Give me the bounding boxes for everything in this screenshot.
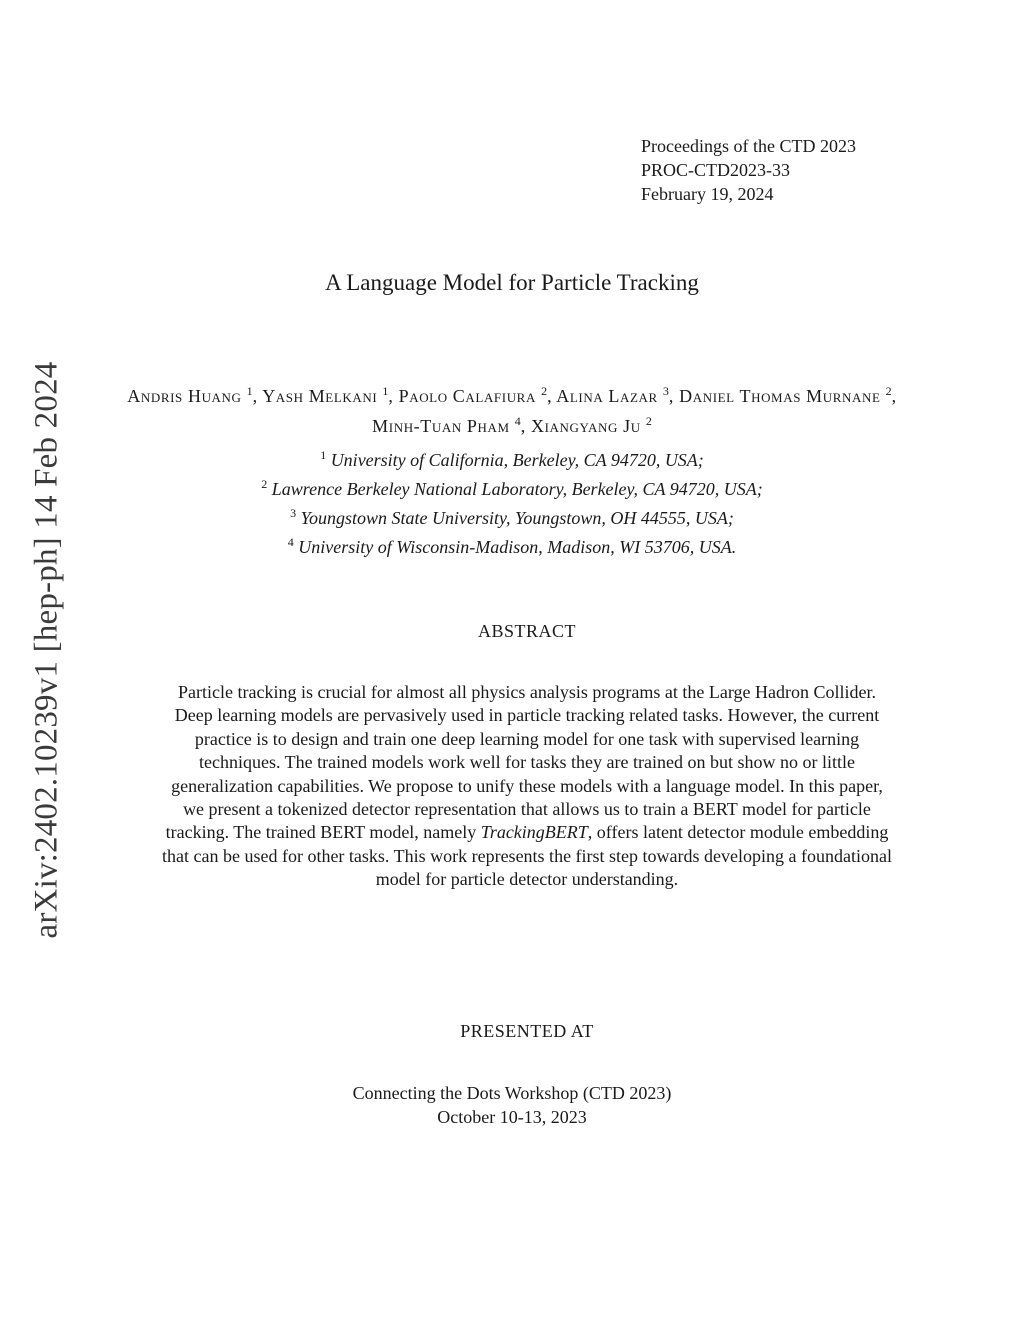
affiliation-number: 4 (287, 535, 294, 549)
paper-title: A Language Model for Particle Tracking (325, 270, 699, 295)
abstract-text (160, 681, 894, 892)
author-list: Andris Huang $^1$, Yash Melkani $^1$, Paolo Calafiura $^2$, Alina Lazar $^3$, Daniel Thomas Murnane $^2$, Minh-Tuan Pham $^4$, Xiangyang Ju $^2$ (127, 384, 897, 436)
affiliation-text: Youngstown State University, Youngstown, OH 44555, USA; (300, 508, 734, 528)
event-name: Connecting the Dots Workshop (CTD 2023) (352, 1083, 672, 1103)
author-affiliation-mark: 1 (246, 384, 253, 398)
affiliation (0, 501, 1024, 530)
affiliation-number: 3 (290, 506, 297, 520)
abstract-text-part: Particle tracking is crucial for almost all physics analysis programs at the Large Hadron Collider. Deep learning models are pervasively used in particle tracking related tasks. However, the current practice is to design and train one deep learning model for one task with supervised learning techniques. The trained models work well for tasks they are trained on but show no or little generalization capabilities. We propose to unify these models with a language model. In this paper, we present a tokenized detector representation that allows us to train a BERT model for particle tracking. The trained BERT model, namely (165, 682, 883, 843)
affiliation-number: 2 (261, 477, 268, 491)
author: Minh-Tuan Pham (372, 416, 510, 436)
abstract-text-part: , offers latent detector module embedding that can be used for other tasks. This work represents the first step towards developing a foundational model for particle detector understanding. (162, 822, 892, 890)
affiliation (0, 472, 1024, 501)
author: Daniel Thomas Murnane (679, 386, 881, 406)
author: Yash Melkani (262, 386, 378, 406)
abstract-heading: ABSTRACT (477, 621, 577, 641)
author-affiliation-mark: 4 (514, 414, 521, 428)
affiliation (0, 530, 1024, 559)
affiliation-text: University of California, Berkeley, CA 94720, USA; (330, 450, 704, 470)
author: Paolo Calafiura (398, 386, 536, 406)
author-affiliation-mark: 3 (662, 384, 669, 398)
affiliation-text: Lawrence Berkeley National Laboratory, Berkeley, CA 94720, USA; (271, 479, 763, 499)
author-affiliation-mark: 2 (645, 414, 652, 428)
affiliation-number: 1 (320, 448, 327, 462)
affiliation (0, 443, 1024, 472)
affiliation-list (0, 443, 1024, 559)
affiliation-text: University of Wisconsin-Madison, Madison, WI 53706, USA. (298, 537, 737, 557)
author-affiliation-mark: 1 (382, 384, 389, 398)
event-info (0, 1081, 1024, 1129)
author-affiliation-mark: 2 (885, 384, 892, 398)
arxiv-identifier[interactable]: arXiv:2402.10239v1 [hep-ph] 14 Feb 2024 (28, 361, 65, 939)
event-dates: October 10-13, 2023 (437, 1107, 587, 1127)
author: Xiangyang Ju (531, 416, 641, 436)
proceedings-name: Proceedings of the CTD 2023 (641, 136, 856, 156)
author: Andris Huang (127, 386, 242, 406)
author: Alina Lazar (556, 386, 658, 406)
proceedings-date: February 19, 2024 (641, 184, 774, 204)
author-affiliation-mark: 2 (541, 384, 548, 398)
proceedings-info (641, 134, 856, 206)
proceedings-id: PROC-CTD2023-33 (641, 160, 791, 180)
model-name-emphasis: TrackingBERT (480, 822, 588, 843)
presented-at-heading: PRESENTED AT (460, 1021, 594, 1041)
